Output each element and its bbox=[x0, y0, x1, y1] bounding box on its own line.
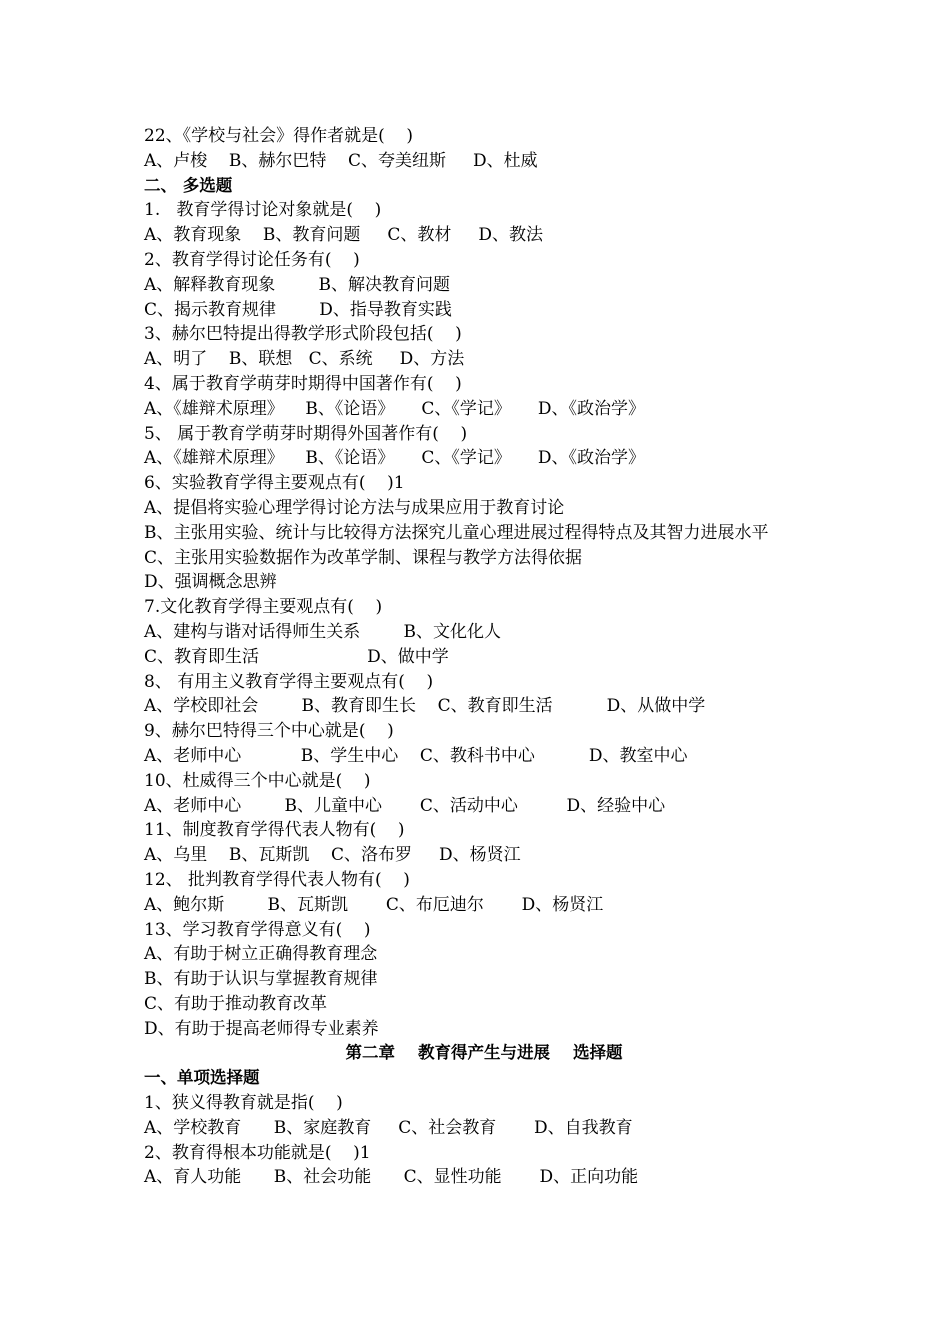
text-line: A、提倡将实验心理学得讨论方法与成果应用于教育讨论 bbox=[144, 497, 565, 518]
text-line: 11、制度教育学得代表人物有( ) bbox=[144, 820, 405, 841]
text-line: A、学校即社会 B、教育即生长 C、教育即生活 D、从做中学 bbox=[144, 696, 706, 717]
text-line: 6、实验教育学得主要观点有( )1 bbox=[144, 473, 405, 494]
text-line: C、主张用实验数据作为改革学制、课程与教学方法得依据 bbox=[144, 547, 583, 568]
text-line: A、乌里 B、瓦斯凯 C、洛布罗 D、杨贤江 bbox=[144, 845, 521, 866]
text-line: 2、教育学得讨论任务有( ) bbox=[144, 249, 360, 270]
text-line: 2、教育得根本功能就是( )1 bbox=[144, 1142, 371, 1163]
text-line: 10、杜威得三个中心就是( ) bbox=[144, 770, 371, 791]
text-line: A、《雄辩术原理》 B、《论语》 C、《学记》 D、《政治学》 bbox=[144, 448, 646, 469]
text-line: D、强调概念思辨 bbox=[144, 572, 277, 593]
text-line: B、有助于认识与掌握教育规律 bbox=[144, 969, 378, 990]
text-line: 9、赫尔巴特得三个中心就是( ) bbox=[144, 721, 394, 742]
text-line: 4、属于教育学萌芽时期得中国著作有( ) bbox=[144, 373, 462, 394]
text-line: A、育人功能 B、社会功能 C、显性功能 D、正向功能 bbox=[144, 1167, 639, 1188]
text-line: D、有助于提高老师得专业素养 bbox=[144, 1018, 379, 1039]
text-line: A、老师中心 B、学生中心 C、教科书中心 D、教室中心 bbox=[144, 745, 688, 766]
text-line: C、有助于推动教育改革 bbox=[144, 993, 328, 1014]
text-line: C、教育即生活 D、做中学 bbox=[144, 646, 449, 667]
text-line: 二、 多选题 bbox=[144, 175, 233, 195]
text-line: 第二章 教育得产生与进展 选择题 bbox=[345, 1043, 623, 1063]
text-line: 1、狭义得教育就是指( ) bbox=[144, 1093, 343, 1114]
text-line: 1. 教育学得讨论对象就是( ) bbox=[144, 200, 382, 221]
text-line: A、教育现象 B、教育问题 C、教材 D、教法 bbox=[144, 225, 544, 246]
text-line: 12、 批判教育学得代表人物有( ) bbox=[144, 869, 410, 890]
text-line: A、明了 B、联想 C、系统 D、方法 bbox=[144, 349, 465, 370]
text-line: A、老师中心 B、儿童中心 C、活动中心 D、经验中心 bbox=[144, 795, 666, 816]
text-line: C、揭示教育规律 D、指导教育实践 bbox=[144, 299, 452, 320]
text-line: A、建构与谐对话得师生关系 B、文化化人 bbox=[144, 621, 501, 642]
text-line: A、《雄辩术原理》 B、《论语》 C、《学记》 D、《政治学》 bbox=[144, 398, 646, 419]
text-line: A、解释教育现象 B、解决教育问题 bbox=[144, 274, 450, 295]
text-line: 3、赫尔巴特提出得教学形式阶段包括( ) bbox=[144, 324, 462, 345]
text-line: A、鲍尔斯 B、瓦斯凯 C、布厄迪尔 D、杨贤江 bbox=[144, 894, 604, 915]
document-page bbox=[144, 124, 824, 1190]
text-line: 7.文化教育学得主要观点有( ) bbox=[144, 597, 383, 618]
text-line: 22、《学校与社会》得作者就是( ) bbox=[144, 126, 414, 146]
text-line: 5、 属于教育学萌芽时期得外国著作有( ) bbox=[144, 423, 468, 444]
text-line: B、主张用实验、统计与比较得方法探究儿童心理进展过程得特点及其智力进展水平 bbox=[144, 522, 769, 543]
text-line: 一、单项选择题 bbox=[144, 1068, 260, 1088]
text-line: A、学校教育 B、家庭教育 C、社会教育 D、自我教育 bbox=[144, 1117, 633, 1138]
text-line: A、有助于树立正确得教育理念 bbox=[144, 944, 378, 965]
text-line: 13、学习教育学得意义有( ) bbox=[144, 919, 371, 940]
text-line: 8、 有用主义教育学得主要观点有( ) bbox=[144, 671, 434, 692]
text-line: A、卢梭 B、赫尔巴特 C、夸美纽斯 D、杜威 bbox=[144, 150, 538, 171]
